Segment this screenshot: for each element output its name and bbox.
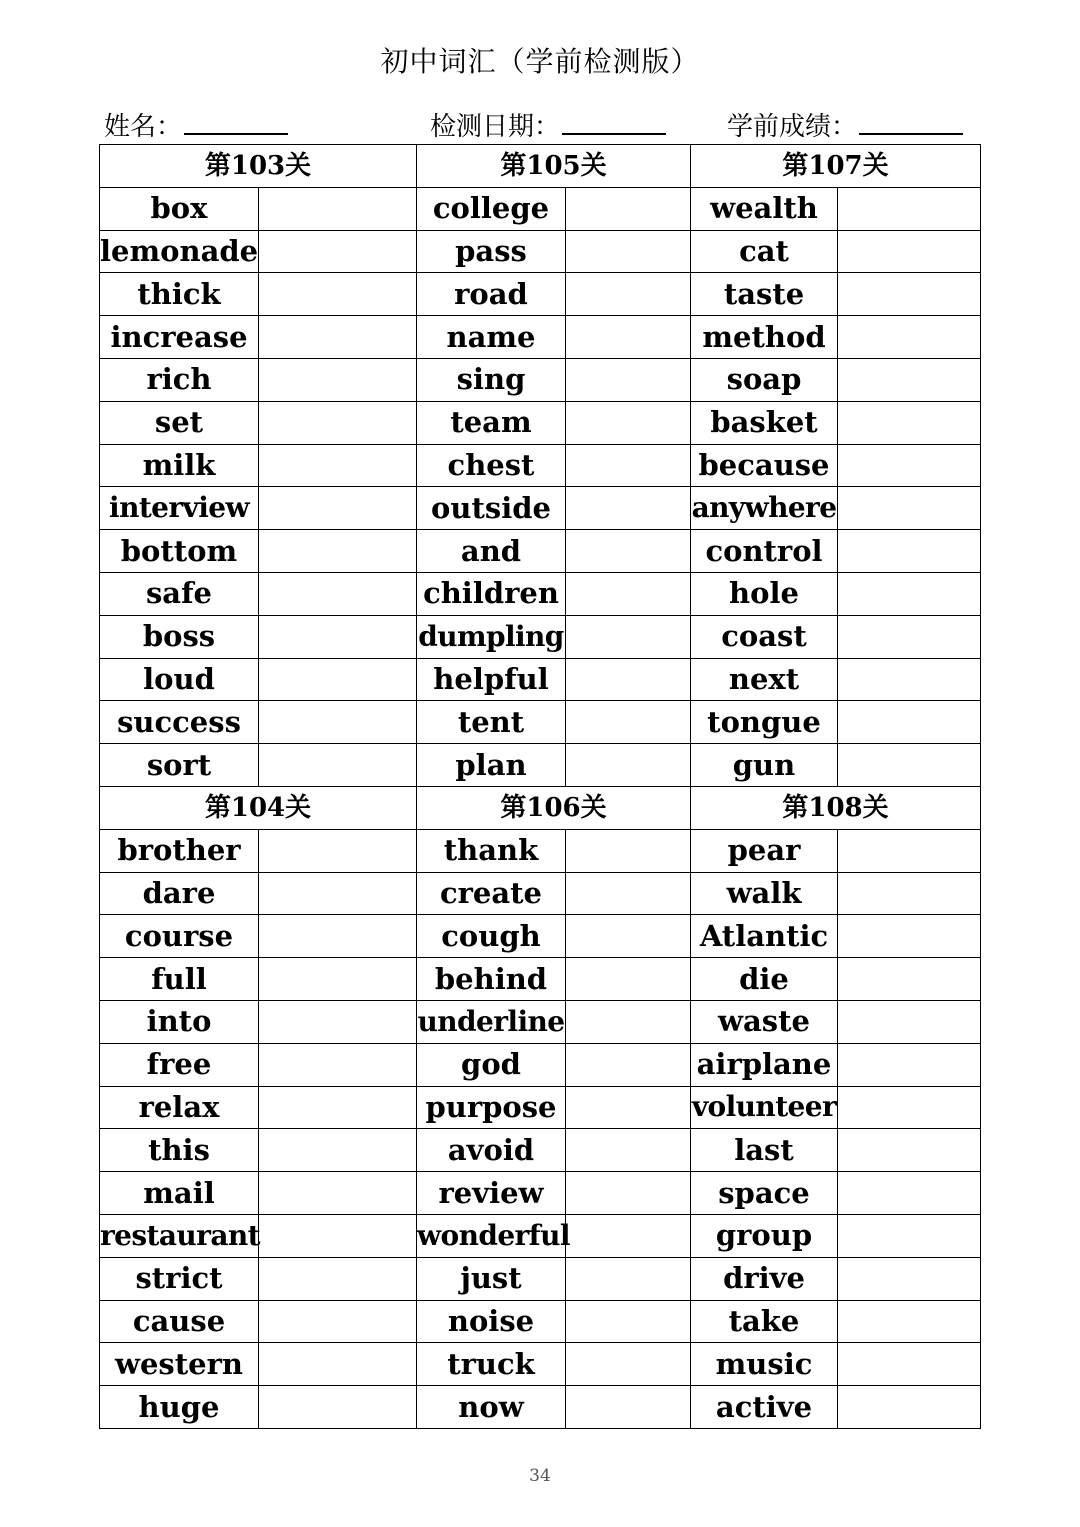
vocab-word: wonderful: [417, 1214, 566, 1257]
vocab-word: group: [691, 1214, 838, 1257]
level-header-row: [100, 786, 981, 829]
answer-blank-cell[interactable]: [259, 701, 417, 744]
word-row: [100, 316, 981, 359]
word-row: [100, 1043, 981, 1086]
answer-blank-cell[interactable]: [566, 187, 691, 230]
level-header: 第107关: [691, 145, 981, 188]
answer-blank-cell[interactable]: [259, 744, 417, 787]
word-row: [100, 658, 981, 701]
page-number: 34: [529, 1466, 551, 1486]
vocab-word: cause: [100, 1300, 259, 1343]
word-row: [100, 701, 981, 744]
vocab-word: huge: [100, 1386, 259, 1429]
answer-blank-cell[interactable]: [838, 572, 981, 615]
answer-blank-cell[interactable]: [838, 230, 981, 273]
vocab-word: road: [417, 273, 566, 316]
answer-blank-cell[interactable]: [838, 187, 981, 230]
answer-blank-cell[interactable]: [838, 401, 981, 444]
vocab-word: hole: [691, 572, 838, 615]
word-row: [100, 358, 981, 401]
vocab-word: western: [100, 1343, 259, 1386]
vocab-word: rich: [100, 358, 259, 401]
vocab-word: sort: [100, 744, 259, 787]
answer-blank-cell[interactable]: [566, 316, 691, 359]
score-label: 学前成绩：: [727, 112, 858, 142]
date-label: 检测日期：: [430, 112, 561, 142]
answer-blank-cell[interactable]: [838, 1172, 981, 1215]
vocab-word: free: [100, 1043, 259, 1086]
answer-blank-cell[interactable]: [838, 1386, 981, 1429]
date-blank[interactable]: [562, 109, 666, 135]
answer-blank-cell[interactable]: [566, 401, 691, 444]
word-row: [100, 1300, 981, 1343]
vocab-word: behind: [417, 958, 566, 1001]
vocab-word: relax: [100, 1086, 259, 1129]
word-row: [100, 187, 981, 230]
vocab-word: helpful: [417, 658, 566, 701]
word-row: [100, 230, 981, 273]
answer-blank-cell[interactable]: [838, 444, 981, 487]
vocab-word: space: [691, 1172, 838, 1215]
vocab-word: safe: [100, 572, 259, 615]
answer-blank-cell[interactable]: [566, 358, 691, 401]
answer-blank-cell[interactable]: [259, 572, 417, 615]
answer-blank-cell[interactable]: [566, 615, 691, 658]
vocab-word: tongue: [691, 701, 838, 744]
word-row: [100, 1129, 981, 1172]
answer-blank-cell[interactable]: [259, 615, 417, 658]
vocab-word: thank: [417, 829, 566, 872]
vocab-word: lemonade: [100, 230, 259, 273]
vocab-word: noise: [417, 1300, 566, 1343]
answer-blank-cell[interactable]: [838, 1129, 981, 1172]
answer-blank-cell[interactable]: [838, 1086, 981, 1129]
answer-blank-cell[interactable]: [838, 316, 981, 359]
vocab-word: purpose: [417, 1086, 566, 1129]
vocab-word: boss: [100, 615, 259, 658]
vocab-word: soap: [691, 358, 838, 401]
answer-blank-cell[interactable]: [838, 744, 981, 787]
date-field: [430, 106, 666, 143]
vocab-word: milk: [100, 444, 259, 487]
word-row: [100, 444, 981, 487]
word-row: [100, 1086, 981, 1129]
vocab-word: drive: [691, 1257, 838, 1300]
answer-blank-cell[interactable]: [838, 829, 981, 872]
vocab-word: course: [100, 915, 259, 958]
answer-blank-cell[interactable]: [259, 1257, 417, 1300]
answer-blank-cell[interactable]: [259, 872, 417, 915]
answer-blank-cell[interactable]: [566, 1343, 691, 1386]
answer-blank-cell[interactable]: [838, 1257, 981, 1300]
answer-blank-cell[interactable]: [838, 915, 981, 958]
answer-blank-cell[interactable]: [838, 1300, 981, 1343]
answer-blank-cell[interactable]: [566, 1172, 691, 1215]
vocab-word: this: [100, 1129, 259, 1172]
answer-blank-cell[interactable]: [838, 1214, 981, 1257]
word-row: [100, 1257, 981, 1300]
page-title: 初中词汇（学前检测版）: [380, 45, 700, 78]
answer-blank-cell[interactable]: [566, 1043, 691, 1086]
vocab-word: brother: [100, 829, 259, 872]
answer-blank-cell[interactable]: [838, 358, 981, 401]
vocab-word: team: [417, 401, 566, 444]
answer-blank-cell[interactable]: [566, 444, 691, 487]
answer-blank-cell[interactable]: [566, 658, 691, 701]
answer-blank-cell[interactable]: [566, 744, 691, 787]
answer-blank-cell[interactable]: [566, 487, 691, 530]
answer-blank-cell[interactable]: [566, 1300, 691, 1343]
word-row: [100, 487, 981, 530]
word-row: [100, 1386, 981, 1429]
vocab-word: dare: [100, 872, 259, 915]
vocab-word: interview: [100, 487, 259, 530]
vocab-word: thick: [100, 273, 259, 316]
word-row: [100, 915, 981, 958]
vocab-word: chest: [417, 444, 566, 487]
score-field: [727, 106, 963, 143]
vocab-word: create: [417, 872, 566, 915]
vocab-word: waste: [691, 1000, 838, 1043]
vocab-word: taste: [691, 273, 838, 316]
answer-blank-cell[interactable]: [838, 958, 981, 1001]
vocab-word: airplane: [691, 1043, 838, 1086]
answer-blank-cell[interactable]: [838, 615, 981, 658]
answer-blank-cell[interactable]: [259, 658, 417, 701]
vocab-word: set: [100, 401, 259, 444]
vocab-word: bottom: [100, 530, 259, 573]
vocab-word: anywhere: [691, 487, 838, 530]
level-header-row: [100, 145, 981, 188]
vocab-word: into: [100, 1000, 259, 1043]
answer-blank-cell[interactable]: [259, 1343, 417, 1386]
word-row: [100, 401, 981, 444]
vocab-word: coast: [691, 615, 838, 658]
answer-blank-cell[interactable]: [566, 1386, 691, 1429]
level-header: 第105关: [417, 145, 691, 188]
answer-blank-cell[interactable]: [566, 530, 691, 573]
answer-blank-cell[interactable]: [566, 872, 691, 915]
answer-blank-cell[interactable]: [566, 829, 691, 872]
word-row: [100, 1172, 981, 1215]
level-header: 第108关: [691, 786, 981, 829]
answer-blank-cell[interactable]: [259, 1386, 417, 1429]
answer-blank-cell[interactable]: [259, 915, 417, 958]
name-blank[interactable]: [184, 109, 288, 135]
answer-blank-cell[interactable]: [259, 1000, 417, 1043]
vocab-table: [99, 144, 981, 1429]
vocab-word: review: [417, 1172, 566, 1215]
vocab-word: children: [417, 572, 566, 615]
name-field: [104, 106, 288, 143]
vocab-word: underline: [417, 1000, 566, 1043]
answer-blank-cell[interactable]: [566, 230, 691, 273]
vocab-word: now: [417, 1386, 566, 1429]
answer-blank-cell[interactable]: [259, 829, 417, 872]
level-header: 第103关: [100, 145, 417, 188]
answer-blank-cell[interactable]: [259, 230, 417, 273]
vocab-word: plan: [417, 744, 566, 787]
level-header: 第106关: [417, 786, 691, 829]
vocab-word: god: [417, 1043, 566, 1086]
answer-blank-cell[interactable]: [259, 1043, 417, 1086]
answer-blank-cell[interactable]: [566, 1129, 691, 1172]
answer-blank-cell[interactable]: [259, 1129, 417, 1172]
vocab-word: wealth: [691, 187, 838, 230]
vocab-word: box: [100, 187, 259, 230]
score-blank[interactable]: [859, 109, 963, 135]
word-row: [100, 530, 981, 573]
answer-blank-cell[interactable]: [259, 1214, 417, 1257]
answer-blank-cell[interactable]: [838, 487, 981, 530]
answer-blank-cell[interactable]: [838, 872, 981, 915]
answer-blank-cell[interactable]: [566, 1257, 691, 1300]
answer-blank-cell[interactable]: [566, 1214, 691, 1257]
vocab-word: name: [417, 316, 566, 359]
vocab-word: cough: [417, 915, 566, 958]
answer-blank-cell[interactable]: [566, 958, 691, 1001]
vocab-word: method: [691, 316, 838, 359]
vocab-word: last: [691, 1129, 838, 1172]
answer-blank-cell[interactable]: [259, 1172, 417, 1215]
vocab-word: mail: [100, 1172, 259, 1215]
answer-blank-cell[interactable]: [838, 273, 981, 316]
vocab-word: active: [691, 1386, 838, 1429]
vocab-word: volunteer: [691, 1086, 838, 1129]
answer-blank-cell[interactable]: [566, 1086, 691, 1129]
answer-blank-cell[interactable]: [566, 1000, 691, 1043]
answer-blank-cell[interactable]: [259, 273, 417, 316]
level-header: 第104关: [100, 786, 417, 829]
answer-blank-cell[interactable]: [259, 958, 417, 1001]
answer-blank-cell[interactable]: [838, 530, 981, 573]
name-label: 姓名：: [104, 112, 183, 142]
vocab-word: college: [417, 187, 566, 230]
vocab-word: cat: [691, 230, 838, 273]
answer-blank-cell[interactable]: [838, 1000, 981, 1043]
word-row: [100, 829, 981, 872]
answer-blank-cell[interactable]: [259, 530, 417, 573]
answer-blank-cell[interactable]: [566, 915, 691, 958]
vocab-word: just: [417, 1257, 566, 1300]
vocab-word: tent: [417, 701, 566, 744]
vocab-word: strict: [100, 1257, 259, 1300]
answer-blank-cell[interactable]: [566, 572, 691, 615]
answer-blank-cell[interactable]: [259, 187, 417, 230]
word-row: [100, 1214, 981, 1257]
vocab-word: truck: [417, 1343, 566, 1386]
vocab-word: sing: [417, 358, 566, 401]
vocab-word: outside: [417, 487, 566, 530]
vocab-word: pear: [691, 829, 838, 872]
answer-blank-cell[interactable]: [566, 701, 691, 744]
answer-blank-cell[interactable]: [838, 1043, 981, 1086]
vocab-word: next: [691, 658, 838, 701]
vocab-word: dumpling: [417, 615, 566, 658]
word-row: [100, 1343, 981, 1386]
answer-blank-cell[interactable]: [259, 444, 417, 487]
vocab-word: full: [100, 958, 259, 1001]
word-row: [100, 872, 981, 915]
answer-blank-cell[interactable]: [259, 316, 417, 359]
vocab-word: increase: [100, 316, 259, 359]
answer-blank-cell[interactable]: [259, 1086, 417, 1129]
vocab-word: and: [417, 530, 566, 573]
vocab-word: gun: [691, 744, 838, 787]
vocab-word: success: [100, 701, 259, 744]
word-row: [100, 615, 981, 658]
vocab-word: because: [691, 444, 838, 487]
vocab-word: Atlantic: [691, 915, 838, 958]
answer-blank-cell[interactable]: [259, 401, 417, 444]
answer-blank-cell[interactable]: [259, 487, 417, 530]
word-row: [100, 958, 981, 1001]
answer-blank-cell[interactable]: [259, 1300, 417, 1343]
word-row: [100, 744, 981, 787]
answer-blank-cell[interactable]: [566, 273, 691, 316]
vocab-word: restaurant: [100, 1214, 259, 1257]
vocab-word: loud: [100, 658, 259, 701]
vocab-word: walk: [691, 872, 838, 915]
vocab-word: die: [691, 958, 838, 1001]
answer-blank-cell[interactable]: [259, 358, 417, 401]
vocab-word: control: [691, 530, 838, 573]
vocab-word: music: [691, 1343, 838, 1386]
vocab-word: avoid: [417, 1129, 566, 1172]
answer-blank-cell[interactable]: [838, 658, 981, 701]
word-row: [100, 1000, 981, 1043]
answer-blank-cell[interactable]: [838, 1343, 981, 1386]
word-row: [100, 273, 981, 316]
vocab-word: take: [691, 1300, 838, 1343]
word-row: [100, 572, 981, 615]
vocab-word: pass: [417, 230, 566, 273]
vocab-word: basket: [691, 401, 838, 444]
answer-blank-cell[interactable]: [838, 701, 981, 744]
